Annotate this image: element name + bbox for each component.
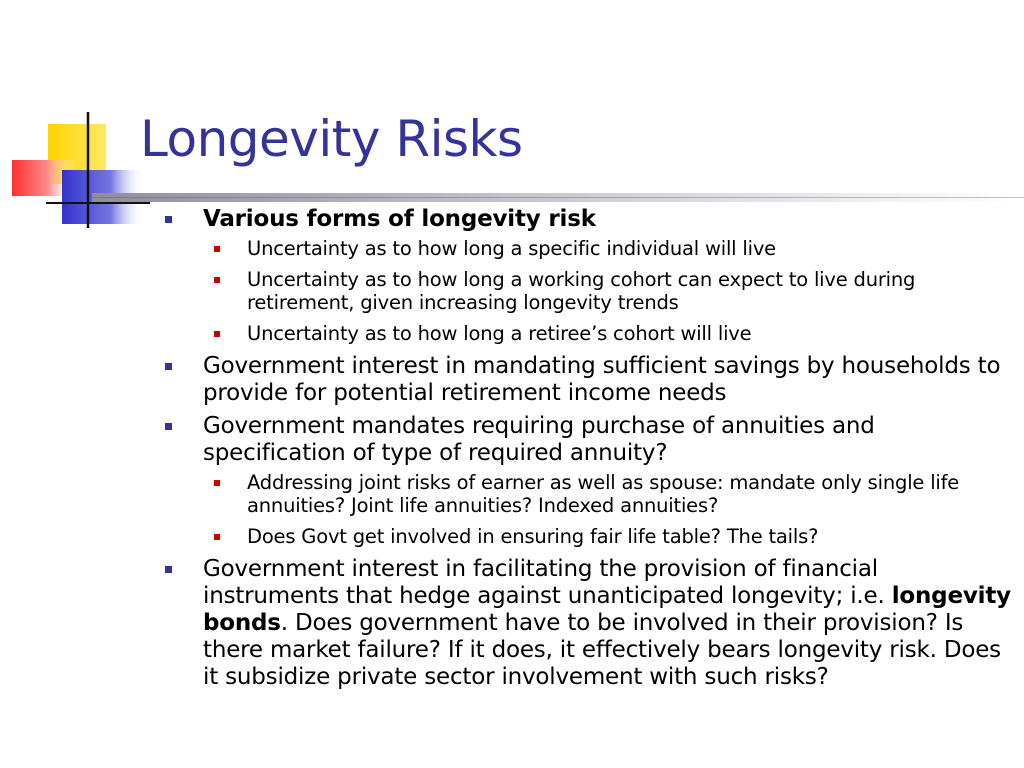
bullet-text: Government mandates requiring purchase of annuities and specification of type of required annuity? [203,413,875,466]
title-divider [92,193,1024,202]
sub-bullet-item: Does Govt get involved in ensuring fair life table? The tails? [203,525,1020,548]
bullet-item [160,556,1020,691]
bullet-list [160,206,1020,691]
slide-title: Longevity Risks [140,110,523,168]
bullet-text-before: Government interest in facilitating the provision of financial instruments that hedge against unanticipated longevity; i.e. [203,556,892,609]
slide-body [160,206,1020,697]
bullet-item [160,413,1020,548]
sub-bullet-item: Uncertainty as to how long a specific individual will live [203,237,1020,260]
sub-bullet-item: Uncertainty as to how long a working cohort can expect to live during retirement, given increasing longevity trends [203,268,1020,314]
bullet-item [160,206,1020,345]
bullet-text: Government interest in mandating sufficient savings by households to provide for potential retirement income needs [203,353,1001,406]
sub-bullet-item: Addressing joint risks of earner as well as spouse: mandate only single life annuities? Joint life annuities? Indexed annuities? [203,471,1020,517]
bullet-text: Various forms of longevity risk [203,206,596,232]
decorative-logo-squares [0,0,150,240]
bullet-text-bold: longevity bonds [203,583,1011,636]
bullet-text-after: . Does government have to be involved in their provision? Is there market failure? If it does, it effectively bears longevity risk. Does it subsidize private sector involvement with such risks? [203,610,1001,690]
sub-bullet-list [203,237,1020,345]
bullet-item [160,353,1020,407]
sub-bullet-item: Uncertainty as to how long a retiree’s cohort will live [203,322,1020,345]
sub-bullet-list [203,471,1020,548]
